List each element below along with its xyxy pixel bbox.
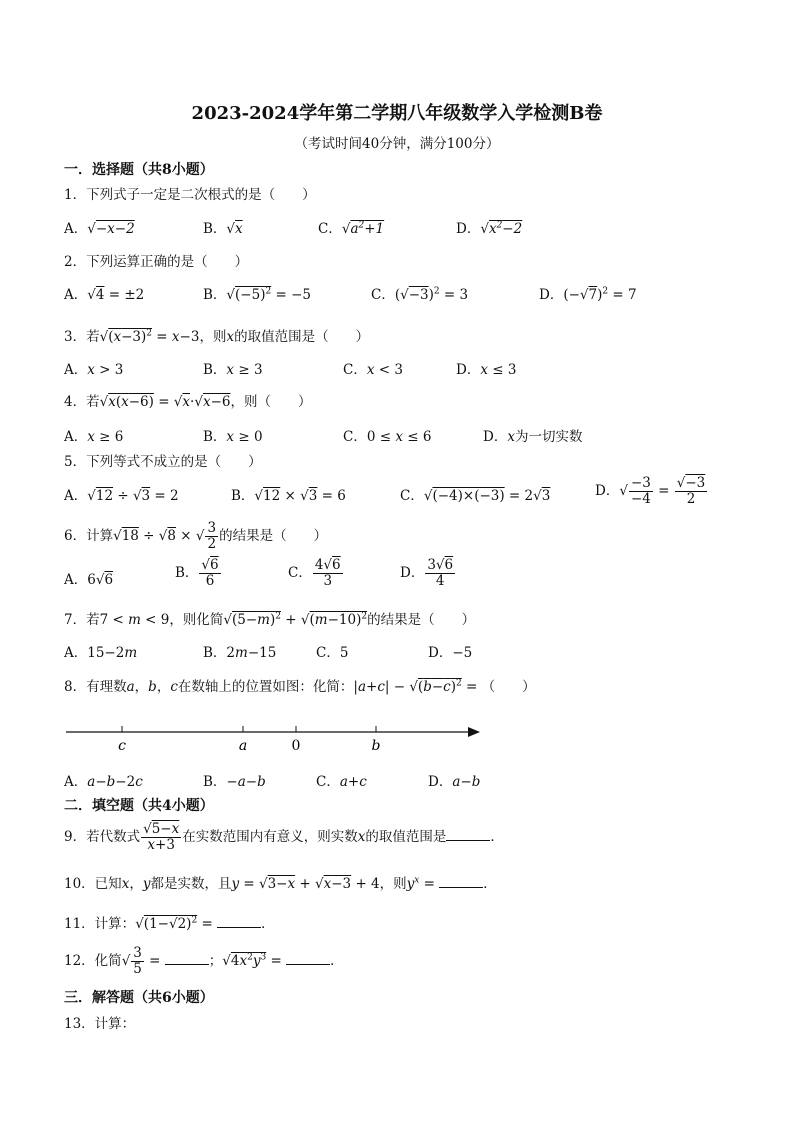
q7-option-b: B．2m−15 — [203, 645, 277, 661]
q3-option-b: B．x ≥ 3 — [203, 362, 263, 378]
q8-option-c: C．a+c — [316, 774, 367, 790]
question-12: 12．化简√ $\frac{3}{5}$ = ；$√4x^2y^3$ = ． — [64, 945, 344, 977]
q3-option-a: A．x > 3 — [64, 362, 124, 378]
number-line-figure — [60, 718, 490, 762]
question-2: 2．下列运算正确的是（ ） — [64, 254, 249, 270]
question-7: 7．若7 < m < 9，则化简$√(5-m)^2 + √(m-10)^2$的结果是（ ） — [64, 611, 476, 628]
q12-answer-blank-1[interactable] — [165, 951, 209, 965]
q5-option-d: D．√ $\frac{-3}{-4}$ = $\frac{√-3}{2}$ — [595, 475, 706, 507]
question-11: 11．计算：$√(1-√2)^2$ = ． — [64, 915, 275, 932]
q8-option-b: B．−a−b — [203, 774, 266, 790]
question-5: 5．下列等式不成立的是（ ） — [64, 454, 262, 470]
label-0: 0 — [291, 738, 301, 754]
label-b: b — [371, 738, 381, 754]
q3-option-d: D．x ≤ 3 — [456, 362, 517, 378]
page-title: 2023-2024学年第二学期八年级数学入学检测B卷 — [191, 103, 603, 124]
q8-option-a: A．a−b−2c — [64, 774, 143, 790]
question-1: 1．下列式子一定是二次根式的是（ ） — [64, 187, 316, 203]
question-13: 13．计算： — [64, 1016, 136, 1032]
section-heading-answer: 三．解答题（共6小题） — [64, 990, 214, 1006]
q7-option-d: D．−5 — [428, 645, 473, 661]
page-subtitle: （考试时间40分钟，满分100分） — [294, 136, 500, 152]
question-6: 6．计算√18 ÷ √8 × √ $\frac{3}{2}$ 的结果是（ ） — [64, 520, 328, 552]
q5-option-a: A．√12 ÷ √3 = 2 — [64, 488, 179, 504]
question-3: 3．若$√(x-3)^2 = x-3$，则x的取值范围是（ ） — [64, 328, 370, 345]
q1-option-c: C．$√a^2+1$ — [318, 220, 385, 237]
question-4: 4．若√x(x−6) = √x·√x−6，则（ ） — [64, 394, 312, 410]
section-heading-choice: 一．选择题（共8小题） — [64, 162, 214, 178]
question-9: 9．若代数式 $\frac{√5-x}{x+3}$ 在实数范围内有意义，则实数x的取值范围是 ． — [64, 821, 504, 853]
q4-option-c: C．0 ≤ x ≤ 6 — [343, 429, 432, 445]
q4-option-d: D．x为一切实数 — [483, 429, 583, 445]
q5-option-c: C．√(−4)×(−3) = 2√3 — [400, 488, 551, 504]
label-c: c — [118, 738, 126, 754]
q6-option-a: A．6√6 — [64, 572, 114, 588]
q8-option-d: D．a−b — [428, 774, 481, 790]
number-line-arrow — [468, 727, 480, 737]
section-heading-fill: 二．填空题（共4小题） — [64, 798, 214, 814]
q6-option-b: B． $\frac{√6}{6}$ — [175, 557, 219, 589]
q1-option-a: A．√−x−2 — [64, 221, 135, 237]
q1-option-b: B．√x — [203, 221, 243, 237]
q10-answer-blank[interactable] — [439, 874, 483, 888]
q6-option-d: D． $\frac{3√6}{4}$ — [400, 557, 454, 589]
q4-option-b: B．x ≥ 0 — [203, 429, 263, 445]
q6-option-c: C． $\frac{4√6}{3}$ — [288, 557, 341, 589]
q11-answer-blank[interactable] — [217, 914, 261, 928]
q12-answer-blank-2[interactable] — [286, 951, 330, 965]
q9-answer-blank[interactable] — [446, 827, 490, 841]
q2-option-a: A．√4 = ±2 — [64, 287, 145, 303]
question-8: 8．有理数a，b，c在数轴上的位置如图：化简：$|a+c| - √(b-c)^2$ = （ ） — [64, 678, 536, 695]
q7-option-a: A．15−2m — [64, 645, 138, 661]
q4-option-a: A．x ≥ 6 — [64, 429, 124, 445]
question-10: 10．已知x，y都是实数，且y = √3−x + √x−3 + 4，则$y^x$ = ． — [64, 875, 497, 892]
q2-option-d: D．$(-√7)^2 = 7$ — [539, 286, 637, 303]
q3-option-c: C．x < 3 — [343, 362, 403, 378]
q7-option-c: C．5 — [316, 645, 349, 661]
q5-option-b: B．√12 × √3 = 6 — [231, 488, 346, 504]
label-a: a — [238, 738, 248, 754]
q2-option-b: B．$√(-5)^2 = -5$ — [203, 286, 311, 303]
q1-option-d: D．$√x^2-2$ — [456, 220, 523, 237]
q2-option-c: C．$(√-3)^2 = 3$ — [371, 286, 469, 303]
